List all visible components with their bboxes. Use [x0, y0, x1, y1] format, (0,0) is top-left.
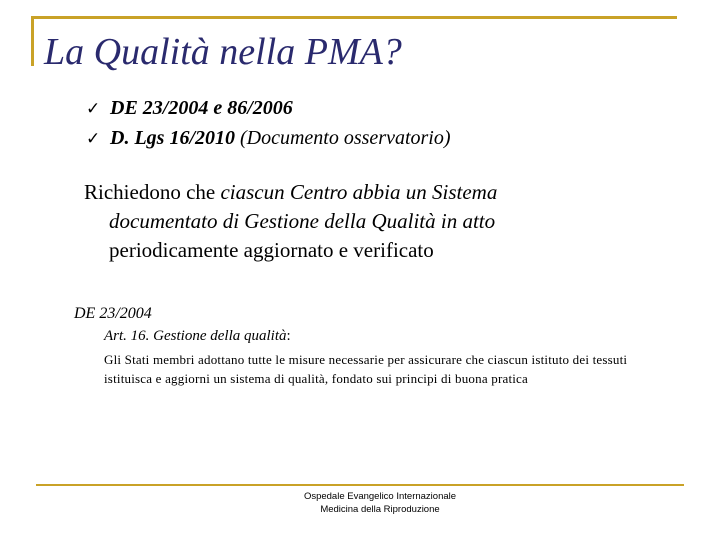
bullet-bold-text: DE 23/2004 e 86/2006	[110, 97, 293, 119]
citation-heading: DE 23/2004	[74, 305, 152, 322]
citation-body: Gli Stati membri adottano tutte le misure necessarie per assicurare che ciascun istituto dei tessuti istituisca e aggiorni un sistema di qualità, fondato sui principi di buona pratica	[104, 352, 628, 386]
decorative-left-rule	[31, 16, 34, 66]
slide-title: La Qualità nella PMA?	[44, 31, 402, 73]
checkmark-icon: ✓	[86, 99, 101, 119]
footer	[200, 490, 560, 516]
paragraph-line: documentato di Gestione della Qualità in atto	[109, 209, 496, 233]
paragraph-line	[84, 178, 644, 207]
footer-line: Ospedale Evangelico Internazionale	[303, 491, 457, 502]
citation-article-title: Art. 16. Gestione della qualità	[104, 328, 287, 344]
bullet-list	[86, 93, 451, 153]
bullet-bold-text: D. Lgs 16/2010	[110, 127, 235, 149]
paragraph-italic: ciascun Centro abbia un Sistema	[220, 180, 498, 204]
paragraph-line: periodicamente aggiornato e verificato	[109, 238, 434, 262]
requirement-paragraph	[84, 178, 644, 265]
checkmark-icon: ✓	[86, 129, 101, 149]
footer-line: Medicina della Riproduzione	[320, 504, 440, 515]
bullet-item	[86, 123, 451, 153]
footer-rule	[36, 484, 684, 486]
paragraph-lead: Richiedono che	[84, 180, 221, 204]
bullet-rest-text: (Documento osservatorio)	[235, 127, 451, 149]
decorative-top-rule	[31, 16, 677, 19]
citation-article	[104, 328, 291, 345]
bullet-item	[86, 93, 451, 123]
citation-article-suffix: :	[286, 328, 291, 344]
